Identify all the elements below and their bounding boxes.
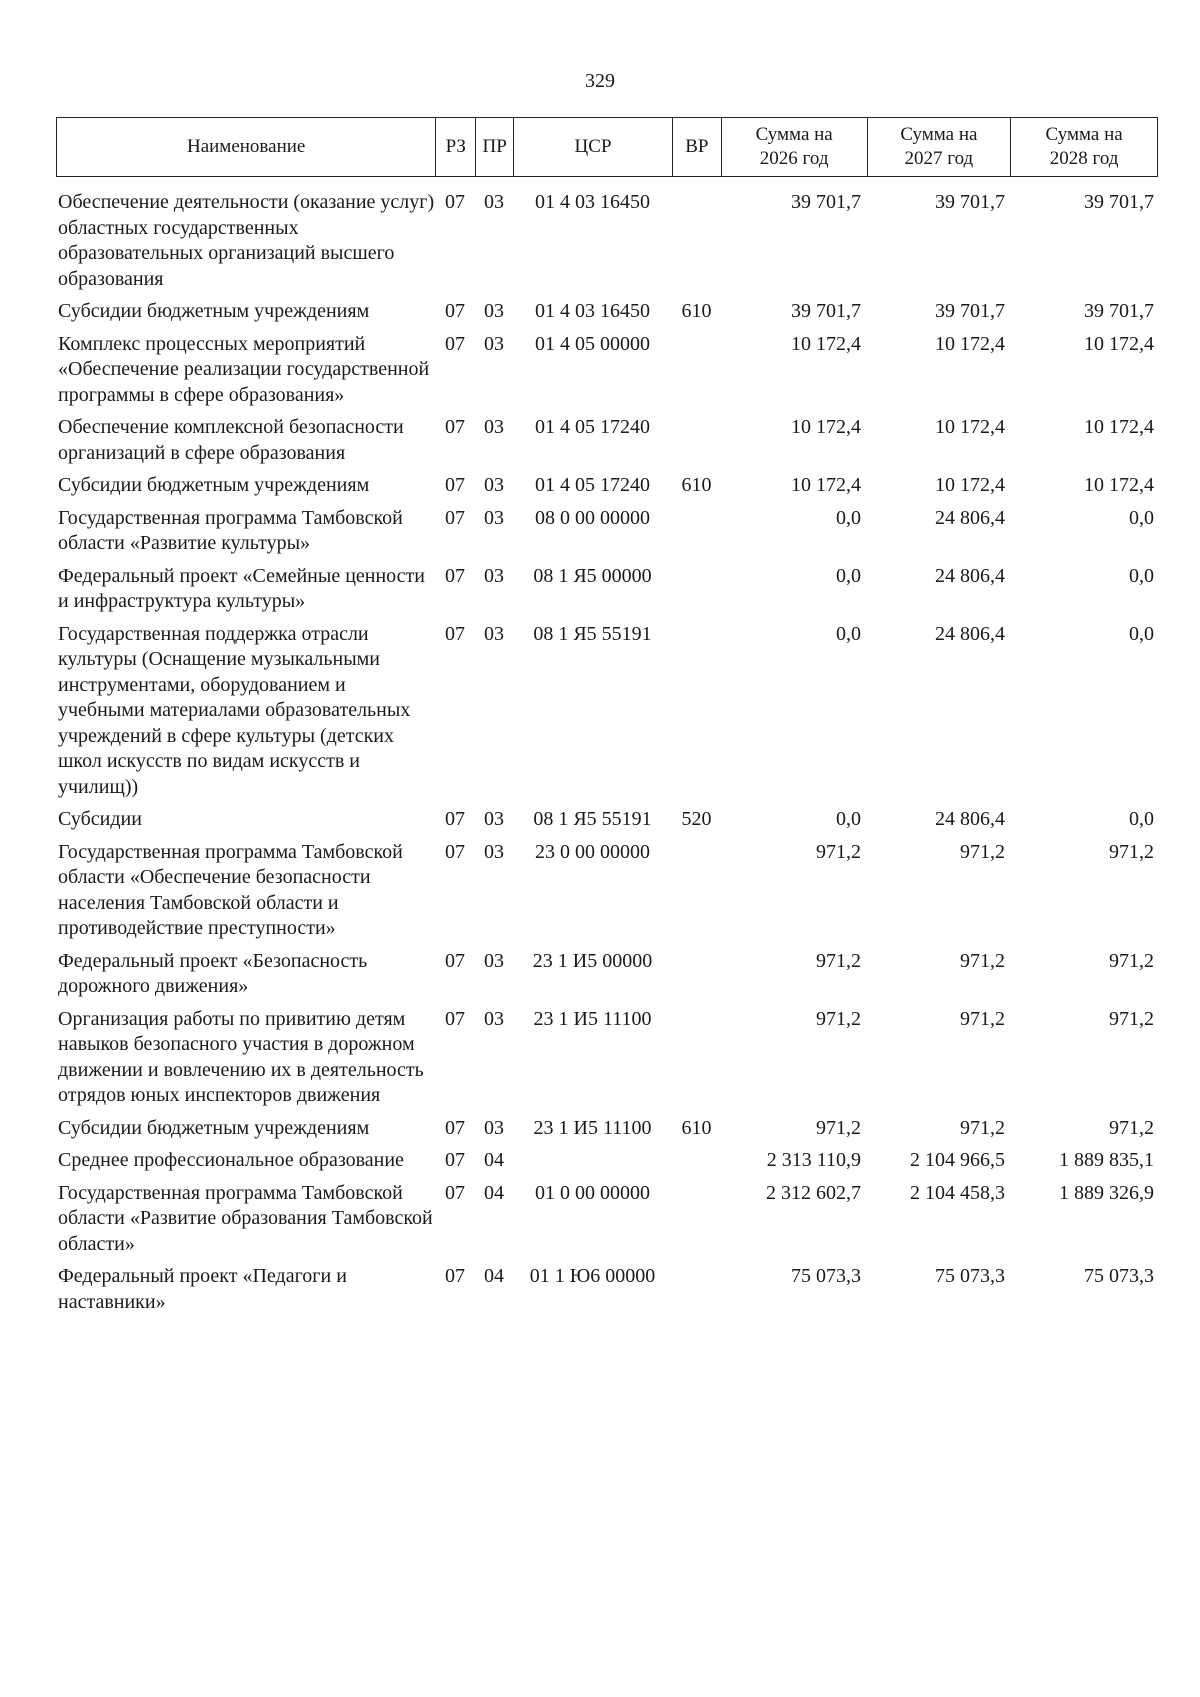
cell-pr: 03 bbox=[484, 1007, 504, 1030]
cell-csr: 08 1 Я5 00000 bbox=[533, 564, 652, 587]
cell-rz: 07 bbox=[445, 1116, 465, 1139]
cell-sum-2028: 971,2 bbox=[1109, 1116, 1154, 1139]
cell-sum-2027: 971,2 bbox=[960, 1007, 1005, 1030]
cell-pr: 03 bbox=[484, 808, 504, 830]
cell-name: Государственная программа Тамбовской области «Развитие культуры» bbox=[58, 506, 403, 554]
cell-csr: 01 4 05 17240 bbox=[535, 474, 650, 496]
cell-pr: 03 bbox=[484, 840, 504, 863]
cell-rz: 07 bbox=[445, 1149, 465, 1171]
cell-name: Государственная поддержка отрасли культуры (Оснащение музыкальными инструментами, оборудованием и учебными материалами образовательных учреждений в сфере культуры (детских школ искусств по видам искусств и училищ)) bbox=[58, 622, 411, 798]
cell-rz: 07 bbox=[445, 474, 465, 496]
header-sum-2026: Сумма на 2026 год bbox=[721, 118, 867, 176]
cell-csr bbox=[513, 1148, 672, 1174]
cell-pr: 03 bbox=[484, 474, 504, 496]
cell-vr: 610 bbox=[681, 300, 712, 322]
cell-pr: 03 bbox=[484, 191, 504, 213]
cell-sum-2027: 10 172,4 bbox=[935, 332, 1005, 355]
cell-sum-2026: 971,2 bbox=[816, 949, 861, 972]
cell-vr bbox=[672, 1264, 721, 1315]
table-row bbox=[56, 1007, 1158, 1109]
cell-rz: 07 bbox=[445, 300, 465, 322]
cell-sum-2026: 39 701,7 bbox=[791, 191, 861, 213]
cell-name: Федеральный проект «Безопасность дорожного движения» bbox=[58, 949, 368, 997]
cell-sum-2027: 24 806,4 bbox=[935, 622, 1005, 645]
table-row bbox=[56, 506, 1158, 557]
cell-name: Субсидии бюджетным учреждениям bbox=[58, 300, 370, 322]
header-pr: ПР bbox=[475, 118, 513, 176]
cell-sum-2028: 1 889 835,1 bbox=[1059, 1149, 1154, 1171]
cell-rz: 07 bbox=[445, 949, 465, 972]
cell-pr: 03 bbox=[484, 1116, 504, 1139]
header-vr: ВР bbox=[672, 118, 721, 176]
cell-sum-2026: 10 172,4 bbox=[791, 332, 861, 355]
table-row bbox=[56, 473, 1158, 499]
cell-pr: 03 bbox=[484, 949, 504, 972]
table-row bbox=[56, 949, 1158, 1000]
cell-name: Субсидии бюджетным учреждениям bbox=[58, 474, 370, 496]
cell-sum-2026: 971,2 bbox=[816, 840, 861, 863]
cell-pr: 04 bbox=[484, 1181, 504, 1204]
cell-csr: 08 1 Я5 55191 bbox=[533, 808, 652, 830]
cell-csr: 23 1 И5 11100 bbox=[533, 1116, 652, 1139]
cell-vr: 610 bbox=[681, 1116, 712, 1139]
cell-sum-2028: 0,0 bbox=[1129, 564, 1154, 587]
cell-sum-2027: 24 806,4 bbox=[935, 808, 1005, 830]
cell-csr: 01 4 03 16450 bbox=[535, 191, 650, 213]
cell-rz: 07 bbox=[445, 1007, 465, 1030]
cell-name: Обеспечение деятельности (оказание услуг) областных государственных образовательных организаций высшего образования bbox=[58, 191, 435, 290]
cell-pr: 03 bbox=[484, 300, 504, 322]
cell-vr bbox=[672, 506, 721, 557]
cell-name: Субсидии bbox=[58, 808, 142, 830]
cell-sum-2028: 10 172,4 bbox=[1084, 332, 1154, 355]
cell-sum-2028: 0,0 bbox=[1129, 808, 1154, 830]
cell-vr bbox=[672, 1181, 721, 1258]
cell-sum-2027: 39 701,7 bbox=[935, 191, 1005, 213]
cell-name: Федеральный проект «Семейные ценности и инфраструктура культуры» bbox=[58, 564, 426, 612]
cell-sum-2026: 75 073,3 bbox=[791, 1265, 861, 1287]
cell-name: Субсидии бюджетным учреждениям bbox=[58, 1116, 370, 1139]
cell-vr bbox=[672, 564, 721, 615]
cell-name: Организация работы по привитию детям навыков безопасного участия в дорожном движении и вовлечению их в деятельность отрядов юных инспекторов движения bbox=[58, 1007, 424, 1106]
cell-sum-2026: 10 172,4 bbox=[791, 474, 861, 496]
cell-rz: 07 bbox=[445, 506, 465, 529]
cell-rz: 07 bbox=[445, 840, 465, 863]
cell-vr bbox=[672, 1148, 721, 1174]
cell-sum-2027: 971,2 bbox=[960, 840, 1005, 863]
cell-vr bbox=[672, 840, 721, 942]
cell-pr: 03 bbox=[484, 332, 504, 355]
cell-sum-2028: 1 889 326,9 bbox=[1059, 1181, 1154, 1204]
cell-vr bbox=[672, 1007, 721, 1109]
cell-sum-2028: 971,2 bbox=[1109, 840, 1154, 863]
cell-pr: 03 bbox=[484, 506, 504, 529]
cell-name: Среднее профессиональное образование bbox=[58, 1149, 404, 1171]
cell-sum-2027: 10 172,4 bbox=[935, 474, 1005, 496]
cell-pr: 04 bbox=[484, 1265, 504, 1287]
table-row bbox=[56, 415, 1158, 466]
cell-rz: 07 bbox=[445, 564, 465, 587]
cell-sum-2028: 75 073,3 bbox=[1084, 1265, 1154, 1287]
header-rz: РЗ bbox=[435, 118, 475, 176]
cell-sum-2028: 971,2 bbox=[1109, 1007, 1154, 1030]
cell-sum-2027: 2 104 966,5 bbox=[910, 1149, 1005, 1171]
cell-name: Комплекс процессных мероприятий «Обеспечение реализации государственной программы в сфере образования» bbox=[58, 332, 430, 406]
cell-rz: 07 bbox=[445, 332, 465, 355]
table-row bbox=[56, 807, 1158, 833]
cell-vr: 520 bbox=[681, 808, 712, 830]
cell-sum-2027: 971,2 bbox=[960, 949, 1005, 972]
cell-sum-2026: 0,0 bbox=[836, 564, 861, 587]
cell-sum-2026: 971,2 bbox=[816, 1116, 861, 1139]
table-row bbox=[56, 299, 1158, 325]
cell-sum-2026: 971,2 bbox=[816, 1007, 861, 1030]
cell-sum-2028: 0,0 bbox=[1129, 506, 1154, 529]
table-row bbox=[56, 1264, 1158, 1315]
cell-sum-2026: 39 701,7 bbox=[791, 300, 861, 322]
cell-vr bbox=[672, 622, 721, 801]
cell-sum-2027: 24 806,4 bbox=[935, 564, 1005, 587]
table-row bbox=[56, 564, 1158, 615]
header-csr: ЦСР bbox=[513, 118, 672, 176]
cell-sum-2027: 75 073,3 bbox=[935, 1265, 1005, 1287]
table-row bbox=[56, 1148, 1158, 1174]
cell-name: Государственная программа Тамбовской области «Обеспечение безопасности населения Тамбовской области и противодействие преступности» bbox=[58, 840, 403, 939]
cell-csr: 08 0 00 00000 bbox=[535, 506, 650, 529]
cell-rz: 07 bbox=[445, 808, 465, 830]
table-body bbox=[56, 190, 1158, 1322]
header-sum-2027: Сумма на 2027 год bbox=[867, 118, 1011, 176]
cell-sum-2026: 0,0 bbox=[836, 622, 861, 645]
cell-sum-2026: 10 172,4 bbox=[791, 416, 861, 438]
cell-name: Обеспечение комплексной безопасности организаций в сфере образования bbox=[58, 416, 404, 464]
cell-rz: 07 bbox=[445, 191, 465, 213]
cell-name: Государственная программа Тамбовской области «Развитие образования Тамбовской области» bbox=[58, 1181, 433, 1255]
cell-sum-2026: 0,0 bbox=[836, 506, 861, 529]
cell-sum-2026: 0,0 bbox=[836, 808, 861, 830]
cell-rz: 07 bbox=[445, 622, 465, 645]
cell-vr: 610 bbox=[681, 474, 712, 496]
cell-sum-2027: 10 172,4 bbox=[935, 416, 1005, 438]
cell-vr bbox=[672, 949, 721, 1000]
cell-pr: 03 bbox=[484, 564, 504, 587]
table-row bbox=[56, 622, 1158, 801]
cell-sum-2027: 971,2 bbox=[960, 1116, 1005, 1139]
cell-vr bbox=[672, 332, 721, 409]
cell-csr: 23 0 00 00000 bbox=[535, 840, 650, 863]
cell-sum-2028: 10 172,4 bbox=[1084, 474, 1154, 496]
cell-rz: 07 bbox=[445, 416, 465, 438]
cell-csr: 01 0 00 00000 bbox=[535, 1181, 650, 1204]
cell-csr: 01 4 05 00000 bbox=[535, 332, 650, 355]
cell-pr: 04 bbox=[484, 1149, 504, 1171]
cell-csr: 01 4 03 16450 bbox=[535, 300, 650, 322]
cell-csr: 01 1 Ю6 00000 bbox=[529, 1265, 656, 1287]
table-row bbox=[56, 1116, 1158, 1142]
header-sum-2028: Сумма на 2028 год bbox=[1010, 118, 1157, 176]
table-row bbox=[56, 840, 1158, 942]
cell-name: Федеральный проект «Педагоги и наставники» bbox=[58, 1265, 347, 1313]
table-row bbox=[56, 332, 1158, 409]
cell-sum-2028: 0,0 bbox=[1129, 622, 1154, 645]
cell-sum-2027: 39 701,7 bbox=[935, 300, 1005, 322]
cell-pr: 03 bbox=[484, 622, 504, 645]
cell-sum-2028: 39 701,7 bbox=[1084, 300, 1154, 322]
cell-sum-2028: 10 172,4 bbox=[1084, 416, 1154, 438]
cell-vr bbox=[672, 415, 721, 466]
cell-rz: 07 bbox=[445, 1265, 465, 1287]
cell-csr: 01 4 05 17240 bbox=[535, 416, 650, 438]
table-header bbox=[56, 117, 1158, 177]
cell-sum-2028: 39 701,7 bbox=[1084, 191, 1154, 213]
cell-sum-2027: 2 104 458,3 bbox=[910, 1181, 1005, 1204]
cell-sum-2027: 24 806,4 bbox=[935, 506, 1005, 529]
cell-sum-2028: 971,2 bbox=[1109, 949, 1154, 972]
table-row bbox=[56, 190, 1158, 292]
cell-pr: 03 bbox=[484, 416, 504, 438]
cell-csr: 23 1 И5 11100 bbox=[533, 1007, 652, 1030]
cell-sum-2026: 2 312 602,7 bbox=[766, 1181, 861, 1204]
cell-sum-2026: 2 313 110,9 bbox=[766, 1149, 861, 1171]
cell-csr: 23 1 И5 00000 bbox=[532, 949, 653, 972]
cell-csr: 08 1 Я5 55191 bbox=[533, 622, 652, 645]
cell-vr bbox=[672, 190, 721, 292]
table-row bbox=[56, 1181, 1158, 1258]
header-name: Наименование bbox=[186, 136, 306, 157]
cell-rz: 07 bbox=[445, 1181, 465, 1204]
page-number: 329 bbox=[585, 70, 615, 92]
